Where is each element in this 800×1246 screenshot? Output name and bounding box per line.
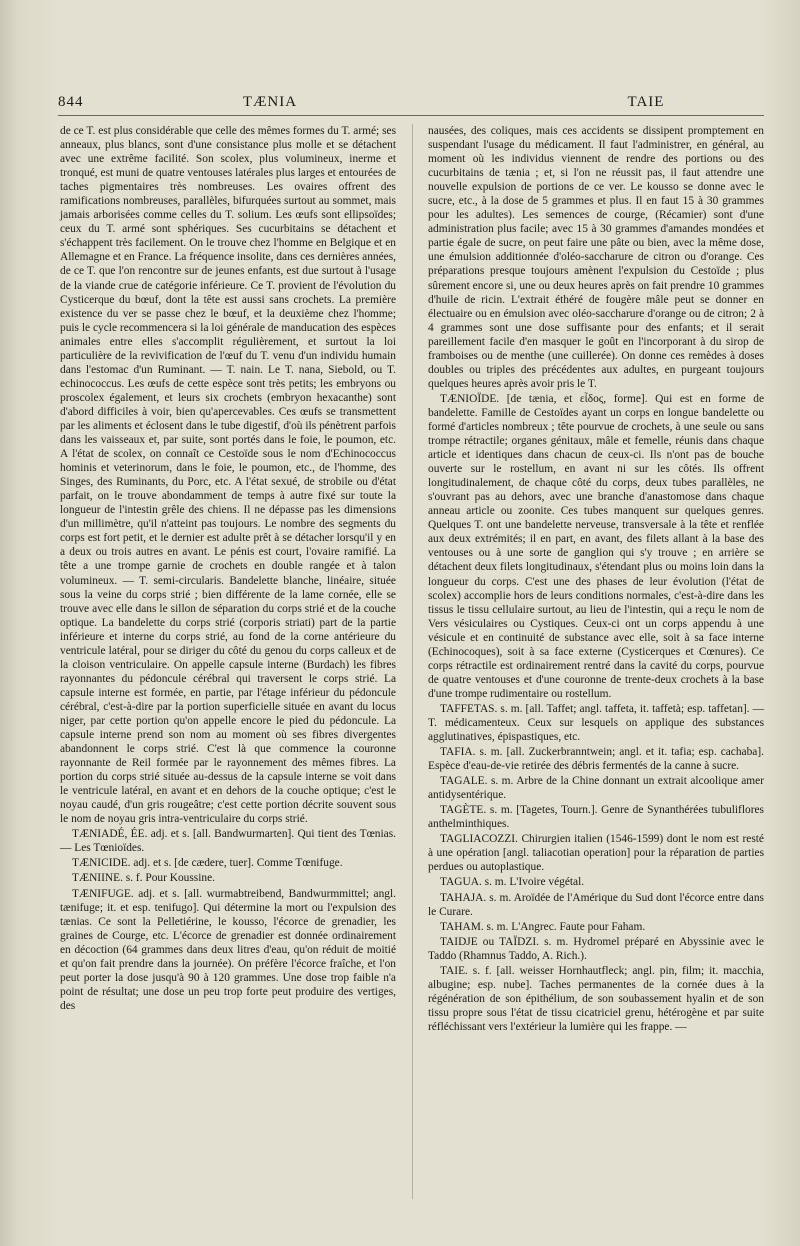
entry-taham: TAHAM. s. m. L'Angrec. Faute pour Faham. bbox=[440, 920, 646, 933]
entry-taenifuge: TÆNIFUGE. adj. et s. [all. wurmabtreibend, Bandwurmmittel; angl. tænifuge; it. et esp. tenifugo]. Qui détermine la mort ou l'expulsion des tænias. Ce sont la Pelletiérine, le kousso, l'écorce de grenadier, les graines de Courge, etc. L'écorce de grenadier est donnée ordinairement en décoction (64 grammes dans deux litres d'eau, qu'on réduit de moitié et qu'on fait prendre dans la journée). On préfère l'écorce fraîche, et l'on peut porter la dose jusqu'à 90 à 120 grammes. Une dose trop faible n'a point de résultat; une dose un peu trop forte peut produire des vertiges, des bbox=[60, 887, 396, 1012]
entry-taidje: TAIDJE ou TAÏDZI. s. m. Hydromel préparé en Abyssinie avec le Taddo (Rhamnus Taddo, A. Rich.). bbox=[428, 935, 764, 962]
entry-tafia: TAFIA. s. m. [all. Zuckerbranntwein; angl. et it. tafia; esp. cachaba]. Espèce d'eau-de-vie retirée des débris fermentés de la canne à sucre. bbox=[428, 746, 764, 773]
entry-taenicide: TÆNICIDE. adj. et s. [de cædere, tuer]. Comme Tœnifuge. bbox=[72, 857, 343, 870]
entry-taie: TAIE. s. f. [all. weisser Hornhautfleck; angl. pin, film; it. macchia, albugine; esp. nube]. Taches permanentes de la cornée dues à la régénération de son épithélium, de son soubassement hyalin et de son tissu propre sous l'état de tissu cicatriciel grenu, hétérogène et par suite réfléchissant vers l'extérieur la lumière qui les frappe. — bbox=[428, 964, 764, 1033]
entry-taenioide: TÆNIOÏDE. [de tænia, et εἶδος, forme]. Qui est en forme de bandelette. Famille de Cestoïdes ayant un corps en longue bandelette ou formé d'articles nombreux ; tête pourvue de crochets, à une seule ou sans trompe rétractile; organes génitaux, mâle et femelle, réunis dans chaque article et identiques dans chacun de ceux-ci. Ils n'ont pas de bouche ouverte sur le rostellum, en avant ni sur les côtés. Ils offrent longitudinalement, de chaque côté du corps, deux tubes parallèles, ne s'ouvrant pas au dehors, avec une branche d'anastomose dans chaque anneau article ou zoonite. Ces tubes manquent sur quelques genres. Quelques T. ont une bandelette nerveuse, transversale à la tête et renflée aux deux extrémités; il en part, en avant, des filets allant à la base des ventouses ou à une sorte de ganglion qui s'y trouve ; en arrière se détachent deux filets longitudinaux, s'étendant plus ou moins loin dans la longueur du corps. C'est une des phases de leur évolution (l'état de scolex) accomplie hors de leurs conditions normales, c'est-à-dire dans les tissus le tissu cellulaire surtout, au lieu de l'intestin, qui a reçu le nom de Vers vésiculaires ou Cystiques. Ceux-ci ont un corps appendu à une vésicule et en continuité de substance avec elle, soit à sa face interne (Echinocoques), soit à sa face externe (Cysticerques et Cœnures). Ce corps rétractile est ordinairement rentré dans la cavité du corps, pourvue de quatre ventouses et d'une couronne de trente-deux crochets à la base d'une trompe rudimentaire ou rostellum. bbox=[428, 392, 764, 700]
entry-tagale: TAGALE. s. m. Arbre de la Chine donnant un extrait alcoolique amer antidysentérique. bbox=[428, 775, 764, 802]
left-column bbox=[60, 124, 396, 1013]
entry-taeniine: TÆNIINE. s. f. Pour Koussine. bbox=[72, 872, 216, 885]
header-left-title: TÆNIA bbox=[242, 94, 298, 110]
entry-taeniade: TÆNIADÉ, ÉE. adj. et s. [all. Bandwurmarten]. Qui tient des Tœnias. — Les Tœnioïdes. bbox=[60, 828, 396, 855]
entry-taffetas: TAFFETAS. s. m. [all. Taffet; angl. taffeta, it. taffetà; esp. taffetan]. — T. médicamenteux. Ceux sur lesquels on applique des substances agglutinatives, épispastiques, etc. bbox=[428, 702, 764, 744]
running-header bbox=[58, 94, 764, 112]
paragraph: nausées, des coliques, mais ces accidents se dissipent promptement en suspendant l'usage du médicament. Il faut l'administrer, en général, au moment où les individus viennent de rendre des portions ou des cucurbitains de tænia ; et, si l'on ne réussit pas, il faut attendre une nouvelle expulsion de portions de ce ver. Le kousso se donne avec le sucre, etc., à la dose de 5 grammes et plus. Il en faut 15 à 30 grammes pour les adultes). Les semences de courge, (Récamier) sont d'une administration plus facile; avec 15 à 30 grammes d'amandes mondées et partie égale de sucre, on peut faire une pâte ou bien, avec la même dose, une émulsion additionnée d'oléo-saccharure de citron ou d'orange. Ces préparations presque toujours amènent l'expulsion du Cestoïde ; plus sûrement encore si, une ou deux heures après on fait prendre 10 grammes d'huile de ricin. L'extrait éthéré de fougère mâle peut se donner en électuaire ou en émulsion avec oléo-saccharure d'orange ou de citron; 2 à 4 grammes sont une dose suffisante pour des enfants; et il serait pareillement facile d'en masquer le goût en l'incorporant à du sirop de framboises ou de menthe (une cuillerée). On donne ces remèdes à doses doubles ou triples des précédentes aux adultes, en purgeant toujours quelques heures après avoir pris le T. bbox=[428, 125, 764, 390]
column-divider bbox=[412, 124, 413, 1199]
header-rule bbox=[58, 115, 764, 116]
page-number: 844 bbox=[58, 94, 84, 110]
entry-tagete: TAGÈTE. s. m. [Tagetes, Tourn.]. Genre de Synanthérées tubuliflores anthelminthiques. bbox=[428, 804, 764, 831]
entry-tahaja: TAHAJA. s. m. Aroïdée de l'Amérique du Sud dont l'écorce entre dans le Curare. bbox=[428, 891, 764, 918]
header-right-title: TAIE bbox=[627, 94, 665, 110]
right-column bbox=[428, 124, 764, 1034]
entry-tagliacozzi: TAGLIACOZZI. Chirurgien italien (1546-1599) dont le nom est resté à une opération [angl. taliacotian operation] pour la réparation de parties perdues ou autoplastique. bbox=[428, 833, 764, 874]
paragraph: de ce T. est plus considérable que celle des mêmes formes du T. armé; ses anneaux, plus blancs, sont d'une consistance plus molle et se détachent avec une extrême facilité. Son scolex, plus volumineux, inerme et tronqué, est muni de quatre ventouses latérales plus larges et entourées de taches pigmentaires très nombreuses. Les ovaires offrent des ramifications nombreuses, parallèles, bifurquées surtout au sommet, mais jamais arborisées comme celles du T. solium. Les œufs sont ellipsoïdes; ceux du T. armé sont sphériques. Ses cucurbitains se détachent et s'échappent très facilement. On le trouve chez l'homme en Belgique et en Allemagne et en France. La fréquence insolite, dans ces dernières années, de ce T. que l'on rencontre sur de jeunes enfants, est due surtout à l'usage de la viande crue de catégorie inférieure. Ce T. provient de l'évolution du Cysticerque du bœuf, dont la tête est aussi sans crochets. La première existence du ver se passe chez le bœuf, et la deuxième chez l'homme; puis le cycle recommencera si la loi générale de manducation des espèces animales entre elles s'accomplit régulièrement, et surtout la loi particulière de la revivification de l'œuf du T. venu d'un individu humain dans l'estomac d'un Ruminant. — T. nain. Le T. nana, Siebold, ou T. echinococcus. Les œufs de cette espèce sont très petits; les embryons ou proscolex également, et leurs six crochets (embryon hexacanthe) sont d'abord difficiles à voir, bien qu'apercevables. Ces œufs se transmettent par les aliments et éclosent dans le tube digestif, d'où ils pénètrent parfois dans les vaisseaux et, par suite, sont portés dans le foie, le poumon, etc. A l'état de scolex, on connaît ce Cestoïde sous le nom d'Echinococcus hominis et veterinorum, dans le foie, le poumon, etc., de l'homme, des Singes, des Ruminants, du Porc, etc. A l'état sexué, de strobile ou d'état parfait, on le trouve abondamment de temps à autre fixé sur toute la longueur de l'intestin grêle des chiens. Il ne dépasse pas les dimensions d'un millimètre, qu'il n'atteint pas toujours. Le nombre des segments du corps est fort petit, et le dernier est adulte prêt à se détacher lorsqu'il y en a deux ou trois autres en avant. Le pénis est court, l'ovaire ramifié. La tête a une trompe garnie de crochets en double rangée et à talon volumineux. — T. semi-circularis. Bandelette blanche, linéaire, située sous la veine du corps strié ; bien différente de la lame cornée, elle se trouve avec elle dans le sillon de séparation du corps strié et de la couche optique. La bandelette du corps strié (corporis striati) part de la partie inférieure et interne du corps strié, au fond de la corne antérieure du ventricule latéral, pour se diriger du côté du genou du corps calleux et de la cloison ventriculaire. On appelle capsule interne (Burdach) les fibres rayonnantes du pédoncule cérébral qui traversent le corps strié. La capsule interne est formée, en partie, par l'étage inférieur du pédoncule cérébral, c'est-à-dire par la portion superficielle située en avant du locus niger, par cette portion qu'on appelle encore le pied du pédoncule. La capsule interne prend son nom au moment où ses fibres divergentes abandonnent le corps strié. C'est là que commence la couronne rayonnante de Reil formée par le rayonnement des mêmes fibres. La portion du corps strié située au-dessus de la capsule interne se voit dans le ventricule latéral, en avant et en dehors de la couche optique; c'est le noyau caudé, d'un gris rougeâtre; c'est cette portion décrite souvent sous le nom de noyau gris intra-ventriculaire du corps strié. bbox=[60, 125, 396, 826]
entry-tagua: TAGUA. s. m. L'Ivoire végétal. bbox=[440, 876, 585, 889]
